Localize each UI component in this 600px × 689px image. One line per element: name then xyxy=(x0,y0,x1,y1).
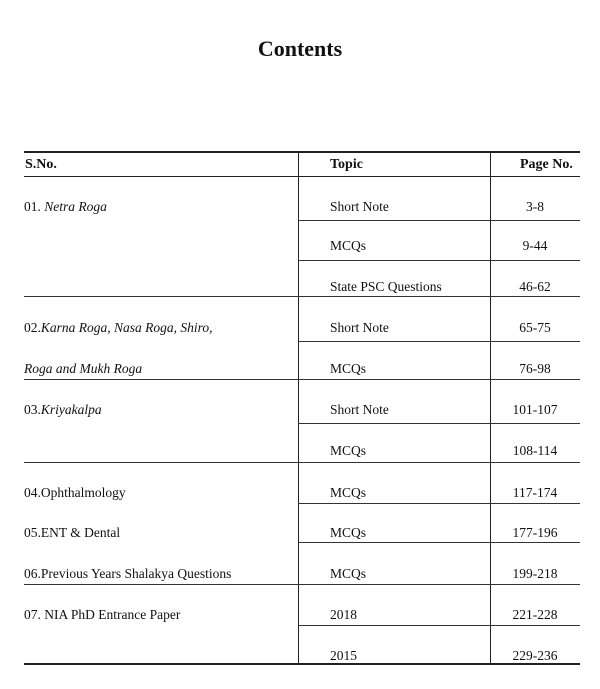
header-sno: S.No. xyxy=(25,157,57,172)
row-separator xyxy=(298,542,580,543)
page-cell: 9-44 xyxy=(522,238,548,253)
table-header-rule xyxy=(24,176,580,177)
page-cell: 117-174 xyxy=(512,485,558,500)
row-separator xyxy=(24,584,580,585)
page-cell: 76-98 xyxy=(519,361,551,376)
table-top-rule xyxy=(24,151,580,153)
header-page: Page No. xyxy=(520,157,573,172)
row-separator xyxy=(298,341,580,342)
sno-cell: 01. Netra Roga xyxy=(24,199,107,214)
topic-cell: MCQs xyxy=(330,525,367,540)
topic-cell: Short Note xyxy=(330,320,389,335)
topic-cell: Short Note xyxy=(330,402,389,417)
page-cell: 46-62 xyxy=(519,279,551,294)
sno-cell: 06.Previous Years Shalakya Questions xyxy=(24,566,232,581)
page-cell: 65-75 xyxy=(519,320,551,335)
row-separator xyxy=(298,503,580,504)
sno-cell: Roga and Mukh Roga xyxy=(24,361,143,376)
page-cell: 101-107 xyxy=(512,402,558,417)
row-separator xyxy=(24,462,580,463)
sno-cell: 02.Karna Roga, Nasa Roga, Shiro, xyxy=(24,320,213,335)
row-separator xyxy=(298,220,580,221)
topic-cell: Short Note xyxy=(330,199,389,214)
topic-cell: MCQs xyxy=(330,485,367,500)
header-topic: Topic xyxy=(330,157,363,172)
topic-cell: 2018 xyxy=(330,607,357,622)
topic-cell: 2015 xyxy=(330,648,357,663)
page-cell: 3-8 xyxy=(526,199,544,214)
row-separator xyxy=(298,260,580,261)
sno-cell: 04.Ophthalmology xyxy=(24,485,126,500)
page-cell: 177-196 xyxy=(512,525,558,540)
sno-cell: 05.ENT & Dental xyxy=(24,525,121,540)
page-cell: 199-218 xyxy=(512,566,558,581)
page-cell: 229-236 xyxy=(512,648,558,663)
row-separator xyxy=(298,423,580,424)
row-separator xyxy=(24,379,580,380)
topic-cell: MCQs xyxy=(330,361,367,376)
topic-cell: MCQs xyxy=(330,566,367,581)
column-divider xyxy=(298,152,299,664)
topic-cell: State PSC Questions xyxy=(330,279,442,294)
page-cell: 108-114 xyxy=(512,443,558,458)
sno-cell: 03.Kriyakalpa xyxy=(24,402,102,417)
page-cell: 221-228 xyxy=(512,607,558,622)
page-title: Contents xyxy=(257,36,343,61)
row-separator xyxy=(298,625,580,626)
sno-cell: 07. NIA PhD Entrance Paper xyxy=(24,607,181,622)
topic-cell: MCQs xyxy=(330,443,367,458)
topic-cell: MCQs xyxy=(330,238,367,253)
row-separator xyxy=(24,296,580,297)
